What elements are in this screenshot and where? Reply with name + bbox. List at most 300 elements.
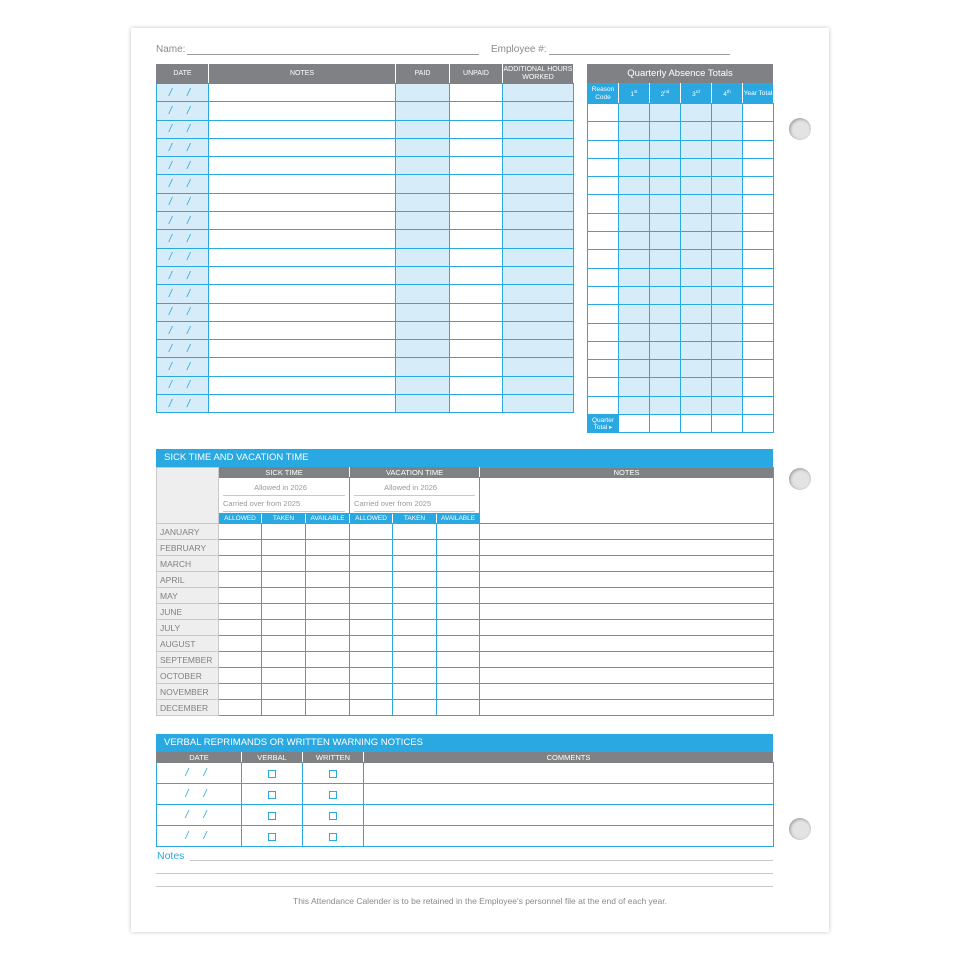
time-cell[interactable] [219,588,262,604]
paid-cell[interactable] [396,175,450,193]
time-cell[interactable] [350,700,393,716]
paid-cell[interactable] [396,157,450,175]
time-cell[interactable] [437,604,480,620]
month-notes-cell[interactable] [480,684,774,700]
quarter-cell[interactable] [712,140,743,158]
reason-code-cell[interactable] [588,268,619,286]
time-cell[interactable] [437,588,480,604]
time-cell[interactable] [437,700,480,716]
time-cell[interactable] [219,620,262,636]
paid-cell[interactable] [396,358,450,376]
additional-hours-cell[interactable] [503,303,574,321]
paid-cell[interactable] [396,321,450,339]
written-checkbox[interactable] [329,833,337,841]
verbal-checkbox[interactable] [268,812,276,820]
time-cell[interactable] [262,572,306,588]
year-total-cell[interactable] [743,341,774,359]
time-cell[interactable] [393,636,437,652]
date-cell[interactable]: / / [157,102,209,120]
quarter-cell[interactable] [619,213,650,231]
quarter-cell[interactable] [619,177,650,195]
quarter-cell[interactable] [712,213,743,231]
additional-hours-cell[interactable] [503,138,574,156]
quarter-cell[interactable] [619,341,650,359]
time-cell[interactable] [393,588,437,604]
time-cell[interactable] [306,700,350,716]
unpaid-cell[interactable] [450,102,503,120]
sickvac-notes-col[interactable]: NOTES [480,468,774,524]
reason-code-cell[interactable] [588,305,619,323]
year-total-cell[interactable] [743,104,774,122]
month-notes-cell[interactable] [480,620,774,636]
quarter-cell[interactable] [650,396,681,414]
month-notes-cell[interactable] [480,668,774,684]
quarter-cell[interactable] [619,232,650,250]
quarter-cell[interactable] [712,378,743,396]
quarter-cell[interactable] [681,104,712,122]
date-cell[interactable]: / / [157,138,209,156]
notes-cell[interactable] [209,212,396,230]
quarter-cell[interactable] [681,378,712,396]
time-cell[interactable] [437,524,480,540]
time-cell[interactable] [219,556,262,572]
time-cell[interactable] [262,588,306,604]
year-total-cell[interactable] [743,140,774,158]
employee-number-field[interactable] [491,44,730,55]
month-notes-cell[interactable] [480,588,774,604]
time-cell[interactable] [306,620,350,636]
quarter-cell[interactable] [650,341,681,359]
notes-cell[interactable] [209,157,396,175]
time-cell[interactable] [437,652,480,668]
additional-hours-cell[interactable] [503,321,574,339]
written-checkbox[interactable] [329,791,337,799]
date-cell[interactable]: / / [157,266,209,284]
time-cell[interactable] [306,668,350,684]
paid-cell[interactable] [396,376,450,394]
time-cell[interactable] [393,620,437,636]
quarter-cell[interactable] [619,140,650,158]
date-cell[interactable]: / / [157,395,209,413]
paid-cell[interactable] [396,102,450,120]
quarter-cell[interactable] [681,305,712,323]
quarter-cell[interactable] [681,158,712,176]
quarter-cell[interactable] [712,286,743,304]
notes-line[interactable] [156,873,773,874]
date-cell[interactable]: / / [157,376,209,394]
date-cell[interactable]: / / [157,340,209,358]
date-cell[interactable]: / / [157,285,209,303]
quarter-cell[interactable] [712,323,743,341]
additional-hours-cell[interactable] [503,212,574,230]
quarter-cell[interactable] [619,323,650,341]
time-cell[interactable] [219,636,262,652]
quarter-cell[interactable] [681,268,712,286]
comments-cell[interactable] [364,805,774,826]
time-cell[interactable] [437,684,480,700]
date-cell[interactable]: / / [157,358,209,376]
name-field[interactable] [156,44,479,55]
unpaid-cell[interactable] [450,266,503,284]
quarter-cell[interactable] [650,122,681,140]
quarter-cell[interactable] [681,213,712,231]
reason-code-cell[interactable] [588,286,619,304]
quarter-cell[interactable] [650,104,681,122]
time-cell[interactable] [437,668,480,684]
time-cell[interactable] [306,604,350,620]
notes-cell[interactable] [209,303,396,321]
unpaid-cell[interactable] [450,138,503,156]
additional-hours-cell[interactable] [503,266,574,284]
quarter-cell[interactable] [650,177,681,195]
quarter-cell[interactable] [712,122,743,140]
month-notes-cell[interactable] [480,652,774,668]
quarter-cell[interactable] [712,268,743,286]
notes-cell[interactable] [209,285,396,303]
year-total-cell[interactable] [743,286,774,304]
quarter-cell[interactable] [681,195,712,213]
date-cell[interactable]: / / [157,175,209,193]
time-cell[interactable] [350,668,393,684]
date-cell[interactable]: / / [157,321,209,339]
date-cell[interactable]: / / [157,84,209,102]
quarter-cell[interactable] [681,177,712,195]
time-cell[interactable] [437,636,480,652]
quarter-cell[interactable] [619,268,650,286]
notes-cell[interactable] [209,248,396,266]
time-cell[interactable] [350,524,393,540]
quarter-total-cell[interactable] [650,415,681,433]
quarter-cell[interactable] [650,268,681,286]
quarter-cell[interactable] [681,396,712,414]
reason-code-cell[interactable] [588,158,619,176]
notes-cell[interactable] [209,376,396,394]
additional-hours-cell[interactable] [503,157,574,175]
additional-hours-cell[interactable] [503,285,574,303]
time-cell[interactable] [350,684,393,700]
date-cell[interactable]: / / [157,120,209,138]
reason-code-cell[interactable] [588,195,619,213]
year-total-cell[interactable] [743,378,774,396]
comments-cell[interactable] [364,763,774,784]
quarter-cell[interactable] [681,232,712,250]
rep-date-cell[interactable]: / / [157,763,242,784]
quarter-cell[interactable] [619,360,650,378]
time-cell[interactable] [350,636,393,652]
paid-cell[interactable] [396,120,450,138]
year-total-cell[interactable] [743,177,774,195]
date-cell[interactable]: / / [157,248,209,266]
year-total-cell[interactable] [743,232,774,250]
quarter-cell[interactable] [712,360,743,378]
notes-cell[interactable] [209,266,396,284]
quarter-cell[interactable] [619,378,650,396]
quarter-cell[interactable] [650,213,681,231]
date-cell[interactable]: / / [157,193,209,211]
sick-allowance-box[interactable]: Allowed in 2026 Carried over from 2025 [219,478,350,514]
additional-hours-cell[interactable] [503,230,574,248]
time-cell[interactable] [262,524,306,540]
time-cell[interactable] [393,668,437,684]
unpaid-cell[interactable] [450,358,503,376]
quarter-cell[interactable] [650,158,681,176]
reason-code-cell[interactable] [588,213,619,231]
notes-cell[interactable] [209,138,396,156]
time-cell[interactable] [393,652,437,668]
quarter-cell[interactable] [650,323,681,341]
time-cell[interactable] [393,524,437,540]
quarter-cell[interactable] [650,378,681,396]
quarter-cell[interactable] [650,305,681,323]
date-cell[interactable]: / / [157,230,209,248]
quarter-total-cell[interactable] [619,415,650,433]
time-cell[interactable] [306,652,350,668]
quarter-cell[interactable] [712,305,743,323]
rep-date-cell[interactable]: / / [157,826,242,847]
reason-code-cell[interactable] [588,341,619,359]
reason-code-cell[interactable] [588,396,619,414]
reason-code-cell[interactable] [588,140,619,158]
paid-cell[interactable] [396,212,450,230]
time-cell[interactable] [306,636,350,652]
time-cell[interactable] [350,620,393,636]
additional-hours-cell[interactable] [503,175,574,193]
time-cell[interactable] [262,540,306,556]
year-total-cell[interactable] [743,122,774,140]
written-checkbox[interactable] [329,812,337,820]
notes-cell[interactable] [209,84,396,102]
time-cell[interactable] [262,668,306,684]
quarter-cell[interactable] [681,323,712,341]
additional-hours-cell[interactable] [503,358,574,376]
time-cell[interactable] [262,620,306,636]
notes-cell[interactable] [209,102,396,120]
quarter-cell[interactable] [712,341,743,359]
unpaid-cell[interactable] [450,193,503,211]
comments-cell[interactable] [364,826,774,847]
quarter-cell[interactable] [619,104,650,122]
additional-hours-cell[interactable] [503,193,574,211]
year-total-cell[interactable] [743,195,774,213]
year-total-cell[interactable] [743,268,774,286]
year-total-cell[interactable] [743,213,774,231]
quarter-cell[interactable] [650,140,681,158]
time-cell[interactable] [219,700,262,716]
unpaid-cell[interactable] [450,321,503,339]
reason-code-cell[interactable] [588,177,619,195]
quarter-cell[interactable] [650,360,681,378]
date-cell[interactable]: / / [157,157,209,175]
quarter-cell[interactable] [712,396,743,414]
paid-cell[interactable] [396,193,450,211]
additional-hours-cell[interactable] [503,84,574,102]
time-cell[interactable] [306,540,350,556]
notes-cell[interactable] [209,193,396,211]
quarter-total-cell[interactable] [712,415,743,433]
paid-cell[interactable] [396,285,450,303]
time-cell[interactable] [393,572,437,588]
reason-code-cell[interactable] [588,360,619,378]
quarter-cell[interactable] [681,122,712,140]
quarter-cell[interactable] [650,250,681,268]
time-cell[interactable] [219,524,262,540]
time-cell[interactable] [262,636,306,652]
reason-code-cell[interactable] [588,378,619,396]
additional-hours-cell[interactable] [503,395,574,413]
time-cell[interactable] [437,572,480,588]
paid-cell[interactable] [396,395,450,413]
quarter-cell[interactable] [712,104,743,122]
unpaid-cell[interactable] [450,157,503,175]
time-cell[interactable] [306,524,350,540]
time-cell[interactable] [262,556,306,572]
written-checkbox[interactable] [329,770,337,778]
month-notes-cell[interactable] [480,700,774,716]
month-notes-cell[interactable] [480,556,774,572]
comments-cell[interactable] [364,784,774,805]
vacation-allowance-box[interactable]: Allowed in 2026 Carried over from 2025 [350,478,480,514]
notes-cell[interactable] [209,175,396,193]
unpaid-cell[interactable] [450,248,503,266]
unpaid-cell[interactable] [450,395,503,413]
verbal-checkbox[interactable] [268,833,276,841]
unpaid-cell[interactable] [450,303,503,321]
time-cell[interactable] [437,556,480,572]
time-cell[interactable] [262,604,306,620]
time-cell[interactable] [393,684,437,700]
year-total-cell[interactable] [743,360,774,378]
time-cell[interactable] [350,540,393,556]
time-cell[interactable] [350,572,393,588]
time-cell[interactable] [350,652,393,668]
paid-cell[interactable] [396,230,450,248]
time-cell[interactable] [393,556,437,572]
time-cell[interactable] [262,684,306,700]
year-total-cell[interactable] [743,158,774,176]
quarter-cell[interactable] [712,250,743,268]
quarter-cell[interactable] [650,286,681,304]
time-cell[interactable] [306,684,350,700]
unpaid-cell[interactable] [450,376,503,394]
reason-code-cell[interactable] [588,250,619,268]
quarter-total-cell[interactable] [681,415,712,433]
notes-cell[interactable] [209,321,396,339]
time-cell[interactable] [393,604,437,620]
quarter-cell[interactable] [619,195,650,213]
verbal-checkbox[interactable] [268,770,276,778]
time-cell[interactable] [393,540,437,556]
time-cell[interactable] [219,652,262,668]
year-total-cell[interactable] [743,323,774,341]
time-cell[interactable] [219,668,262,684]
notes-line[interactable] [156,886,773,887]
month-notes-cell[interactable] [480,604,774,620]
notes-cell[interactable] [209,358,396,376]
quarter-cell[interactable] [619,250,650,268]
rep-date-cell[interactable]: / / [157,784,242,805]
paid-cell[interactable] [396,303,450,321]
quarter-total-cell[interactable] [743,415,774,433]
notes-cell[interactable] [209,120,396,138]
unpaid-cell[interactable] [450,340,503,358]
time-cell[interactable] [306,556,350,572]
time-cell[interactable] [219,572,262,588]
quarter-cell[interactable] [619,305,650,323]
quarter-cell[interactable] [619,286,650,304]
quarter-cell[interactable] [619,396,650,414]
unpaid-cell[interactable] [450,285,503,303]
time-cell[interactable] [437,540,480,556]
reason-code-cell[interactable] [588,104,619,122]
date-cell[interactable]: / / [157,303,209,321]
quarter-cell[interactable] [712,158,743,176]
notes-cell[interactable] [209,340,396,358]
time-cell[interactable] [219,540,262,556]
time-cell[interactable] [306,572,350,588]
quarter-cell[interactable] [681,286,712,304]
quarter-cell[interactable] [681,140,712,158]
quarter-cell[interactable] [650,195,681,213]
year-total-cell[interactable] [743,396,774,414]
time-cell[interactable] [219,684,262,700]
paid-cell[interactable] [396,138,450,156]
additional-hours-cell[interactable] [503,102,574,120]
reason-code-cell[interactable] [588,323,619,341]
quarter-cell[interactable] [681,360,712,378]
quarter-cell[interactable] [619,122,650,140]
rep-date-cell[interactable]: / / [157,805,242,826]
unpaid-cell[interactable] [450,175,503,193]
unpaid-cell[interactable] [450,84,503,102]
month-notes-cell[interactable] [480,524,774,540]
quarter-cell[interactable] [712,232,743,250]
paid-cell[interactable] [396,248,450,266]
month-notes-cell[interactable] [480,572,774,588]
additional-hours-cell[interactable] [503,376,574,394]
year-total-cell[interactable] [743,305,774,323]
year-total-cell[interactable] [743,250,774,268]
time-cell[interactable] [437,620,480,636]
paid-cell[interactable] [396,266,450,284]
unpaid-cell[interactable] [450,230,503,248]
unpaid-cell[interactable] [450,120,503,138]
verbal-checkbox[interactable] [268,791,276,799]
time-cell[interactable] [350,604,393,620]
time-cell[interactable] [393,700,437,716]
reason-code-cell[interactable] [588,232,619,250]
paid-cell[interactable] [396,84,450,102]
paid-cell[interactable] [396,340,450,358]
additional-hours-cell[interactable] [503,340,574,358]
quarter-cell[interactable] [681,341,712,359]
notes-cell[interactable] [209,395,396,413]
additional-hours-cell[interactable] [503,248,574,266]
month-notes-cell[interactable] [480,636,774,652]
time-cell[interactable] [262,652,306,668]
quarter-cell[interactable] [712,177,743,195]
month-notes-cell[interactable] [480,540,774,556]
notes-cell[interactable] [209,230,396,248]
quarter-cell[interactable] [619,158,650,176]
notes-line[interactable] [190,860,773,861]
additional-hours-cell[interactable] [503,120,574,138]
time-cell[interactable] [219,604,262,620]
reason-code-cell[interactable] [588,122,619,140]
time-cell[interactable] [306,588,350,604]
quarter-cell[interactable] [712,195,743,213]
date-cell[interactable]: / / [157,212,209,230]
time-cell[interactable] [262,700,306,716]
